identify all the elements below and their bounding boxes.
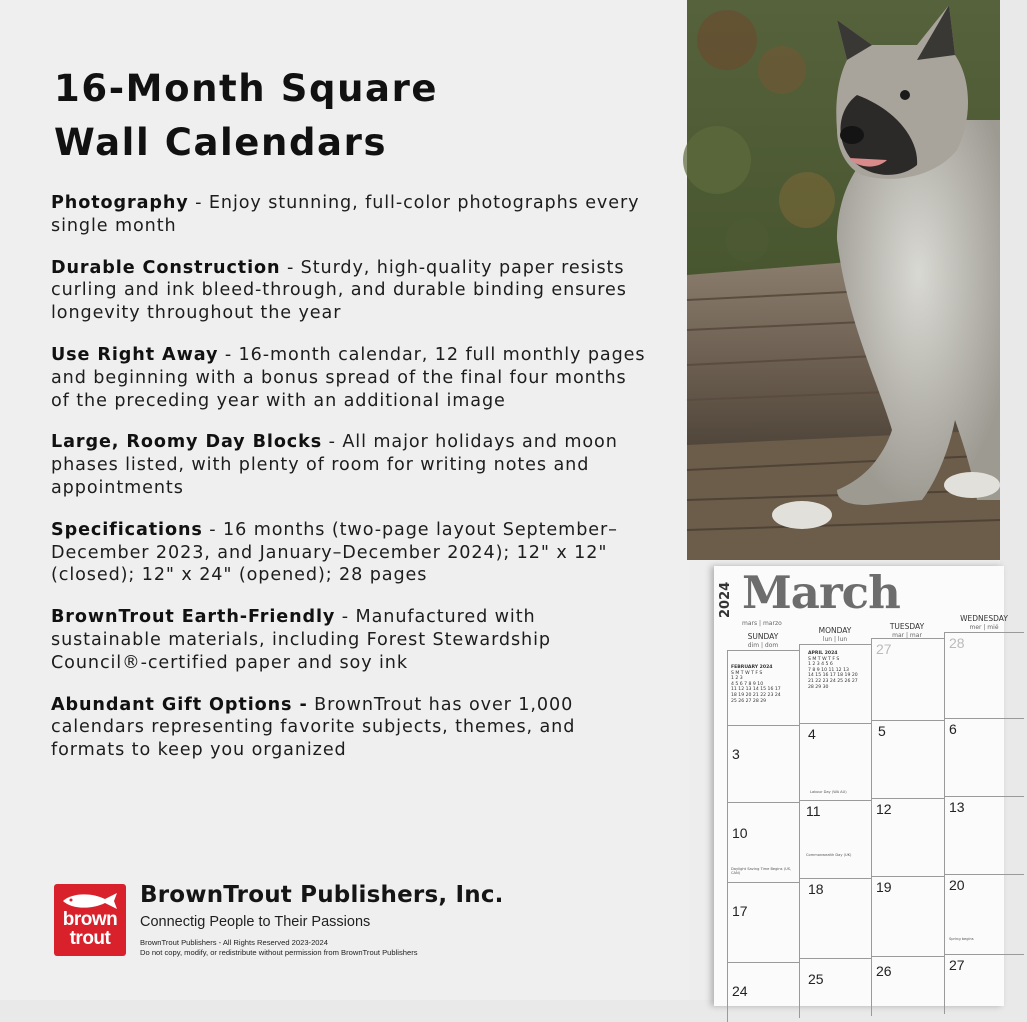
dog-photo — [687, 0, 1000, 560]
day-cell: 18 — [799, 878, 871, 958]
day-cell: 24 — [727, 962, 799, 1022]
publisher-block — [54, 884, 664, 994]
weekday-header-wednesday: WEDNESDAY mer | mié — [960, 614, 1008, 631]
feature-name: Durable Construction — [51, 257, 281, 278]
publisher-tagline: Connectig People to Their Passions — [140, 914, 371, 930]
day-cell: 28 — [944, 632, 1024, 718]
day-cell: 6 — [944, 718, 1024, 796]
feature-description: - Enjoy stunning, full-color photographs every single month — [51, 193, 640, 236]
feature-name: BrownTrout Earth-Friendly — [51, 607, 336, 628]
weekday-header-tuesday: TUESDAY mar | mar — [889, 622, 925, 639]
feature-name: Abundant Gift Options - — [51, 694, 308, 715]
calendar-page — [714, 566, 1008, 1006]
feature-gift-options — [51, 694, 651, 762]
day-cell: 19 — [871, 876, 944, 956]
weekday-header-sunday: SUNDAY dim | dom — [747, 632, 779, 649]
feature-list — [51, 192, 651, 781]
day-cell: 11 Commonwealth Day (UK) — [799, 800, 871, 878]
elkhound-illustration — [687, 0, 1000, 560]
day-cell — [799, 644, 871, 723]
calendar-month: March — [742, 566, 900, 619]
feature-description: - Sturdy, high-quality paper resists curling and ink bleed-through, and durable binding ensures longevity throughout the year — [51, 257, 627, 324]
usage-notice-line: Do not copy, modify, or redistribute without permission from BrownTrout Publishers — [140, 948, 418, 958]
feature-day-blocks — [51, 431, 651, 499]
feature-description: - Manufactured with sustainable materials, including Forest Stewardship Council®-certified paper and soy ink — [51, 607, 551, 673]
day-cell: 12 — [871, 798, 944, 876]
feature-description: BrownTrout has over 1,000 calendars representing favorite subjects, themes, and formats to keep you organized — [51, 694, 576, 761]
day-cell: 4 Labour Day (WA AU) — [799, 723, 871, 800]
day-cell — [727, 650, 799, 725]
calendar-month-translation: mars | marzo — [742, 620, 782, 627]
title-line-1: 16-Month Square — [54, 67, 439, 110]
feature-earth-friendly — [51, 606, 651, 674]
logo-wordmark: brown trout — [62, 909, 118, 949]
feature-name: Large, Roomy Day Blocks — [51, 432, 323, 453]
feature-description: - All major holidays and moon phases listed, with plenty of room for writing notes and appointments — [51, 432, 618, 498]
weekday-header-monday: MONDAY lun | lun — [818, 626, 852, 643]
calendar-year: 2024 — [718, 581, 733, 618]
day-cell: 13 — [944, 796, 1024, 874]
title-line-2: Wall Calendars — [54, 121, 388, 164]
day-cell: 3 — [727, 725, 799, 802]
mini-calendar-april: APRIL 2024 S M T W T F S 1 2 3 4 5 6 7 8 9 10 11 12 13 14 15 16 17 18 19 20 21 22 23 24 25 26 27 28 29 30 — [808, 651, 858, 690]
day-cell: 20 Spring begins — [944, 874, 1024, 954]
feature-description: - 16 months (two-page layout September–December 2023, and January–December 2024); 12" x 12" (closed); 12" x 24" (opened); 28 pages — [51, 519, 618, 586]
day-cell: 27 — [944, 954, 1024, 1014]
day-cell: 26 — [871, 956, 944, 1016]
day-cell: 10 Daylight Saving Time Begins (US, CAN) — [727, 802, 799, 882]
day-cell: 17 — [727, 882, 799, 962]
copyright-line: BrownTrout Publishers - All Rights Reserved 2023-2024 — [140, 938, 328, 947]
browntrout-logo — [54, 884, 126, 956]
feature-photography — [51, 192, 651, 238]
day-cell: 25 — [799, 958, 871, 1018]
feature-durable-construction — [51, 257, 651, 325]
legal-notice — [140, 938, 418, 958]
feature-name: Photography — [51, 193, 189, 213]
feature-description: - 16-month calendar, 12 full monthly pages and beginning with a bonus spread of the final four months of the preceding year with an additional image — [51, 344, 646, 411]
feature-specifications — [51, 519, 651, 587]
feature-name: Use Right Away — [51, 344, 219, 365]
day-cell: 27 — [871, 638, 944, 720]
feature-name: Specifications — [51, 519, 203, 540]
day-cell: 5 — [871, 720, 944, 798]
mini-calendar-february: FEBRUARY 2024 S M T W T F S 1 2 3 4 5 6 7 8 9 10 11 12 13 14 15 16 17 18 19 20 21 22 23 24 25 26 27 28 29 — [731, 665, 781, 704]
feature-use-right-away — [51, 344, 651, 412]
publisher-name: BrownTrout Publishers, Inc. — [140, 882, 504, 908]
page-title — [54, 62, 614, 170]
